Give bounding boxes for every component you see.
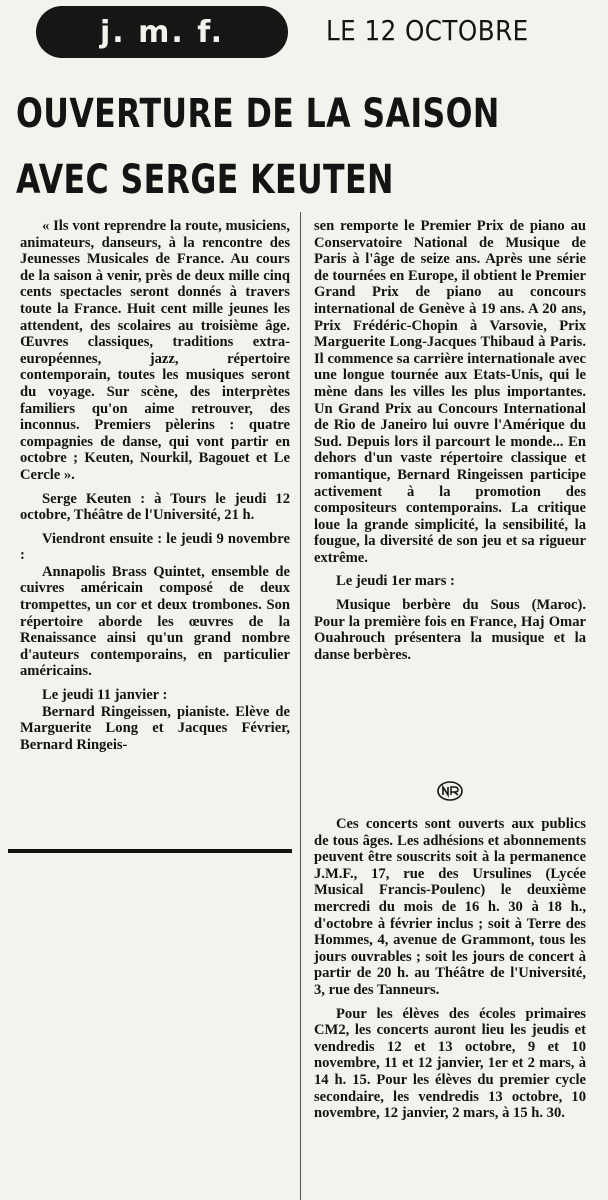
left-column	[20, 218, 290, 753]
eleves-paragraph: Pour les élèves des écoles primaires CM2, les concerts auront lieu les jeudis et vendredis 12 et 13 octobre, 9 et 10 novembre, 11 et 12 janvier, 1er et 2 mars, à 14 h. 15. Pour les élèves du premier cycle secondaire, les vendredis 13 octobre, 10 novembre, 12 janvier, 2 mars, à 15 h. 30.	[314, 1005, 586, 1122]
ringeissen-continuation: sen remporte le Premier Prix de piano au Conservatoire National de Musique de Paris à l'âge de seize ans. Après une série de tournées en Europe, il obtient le Premier Grand Prix de piano au concours international de Genève à 19 ans. A 20 ans, Prix Frédéric-Chopin à Varsovie, Prix Marguerite Long-Jacques Thibaud à Paris. Il commence sa carrière internationale avec une longue tournée aux Etats-Unis, qui le mène dans les villes les plus importantes. Un Grand Prix au Concours International de Rio de Janeiro lui ouvre l'Amérique du Sud. Depuis lors il parcourt le monde... En dehors d'un vaste répertoire classique et romantique, Bernard Ringeissen participe activement à la promotion des compositeurs contemporains. La critique loue la grande simplicité, la sensibilité, la fougue, la diversité de son jeu et sa rigueur extrême.	[314, 218, 586, 566]
intro-paragraph: « Ils vont reprendre la route, musiciens, animateurs, danseurs, à la rencontre des Jeunesses Musicales de France. Au cours de la saison à venir, près de deux mille cinq cents spectacles seront donnés à travers toute la France. Huit cent mille jeunes les attendent, des scolaires au troisième âge. Œuvres classiques, traditions extra-européennes, jazz, répertoire contemporain, toutes les musiques seront du voyage. Sur scène, des interprètes familiers qu'on aime retrouver, des inconnus. Premiers pèlerins : quatre compagnies de danse, qui vont partir en octobre ; Keuten, Nourkil, Bagouet et Le Cercle ».	[20, 218, 290, 483]
headline-line-1: OUVERTURE DE LA SAISON	[16, 91, 500, 137]
janvier-heading: Le jeudi 11 janvier :	[42, 687, 168, 704]
annapolis-paragraph: Annapolis Brass Quintet, ensemble de cuivres américain composé de deux trompettes, un cor et deux trombones. Son répertoire aborde les œuvres de la Renaissance ainsi qu'un grand nombre d'auteurs contemporains, en particulier américains.	[20, 563, 290, 680]
concerts-paragraph: Ces concerts sont ouverts aux publics de tous âges. Les adhésions et abonnements peuvent être souscrits soit à la permanence J.M.F., 17, rue des Ursulines (Lycée Musical Francis-Poulenc) le deuxième mercredi du mois de 16 h. 30 à 18 h., d'octobre à février inclus ; soit à Terre des Hommes, 4, avenue de Grammont, tous les jours ouvrables ; soit les jours de concert à partir de 20 h. au Théâtre de l'Université, 3, rue des Tanneurs.	[314, 816, 586, 998]
berbere-paragraph: Musique berbère du Sous (Maroc). Pour la première fois en France, Haj Omar Ouahrouch présentera la musique et la danse berbères.	[314, 597, 586, 663]
logo-text: j. m. f.	[99, 14, 225, 50]
column-divider	[300, 212, 301, 1200]
ringeissen-paragraph: Bernard Ringeissen, pianiste. Elève de Marguerite Long et Jacques Février, Bernard Ringeis-	[20, 703, 290, 753]
date-line: LE 12 OCTOBRE	[326, 14, 529, 47]
jmf-logo	[36, 6, 288, 58]
keuten-paragraph: Serge Keuten : à Tours le jeudi 12 octobre, Théâtre de l'Université, 21 h.	[20, 490, 290, 524]
right-column-top	[314, 218, 586, 663]
ensuite-paragraph: Viendront ensuite : le jeudi 9 novembre :	[20, 530, 290, 564]
headline-line-2: AVEC SERGE KEUTEN	[16, 157, 394, 203]
nr-monogram-icon	[436, 780, 464, 802]
left-column-rule	[8, 849, 292, 853]
mars-heading: Le jeudi 1er mars :	[336, 573, 455, 590]
right-column-bottom	[314, 816, 586, 1122]
